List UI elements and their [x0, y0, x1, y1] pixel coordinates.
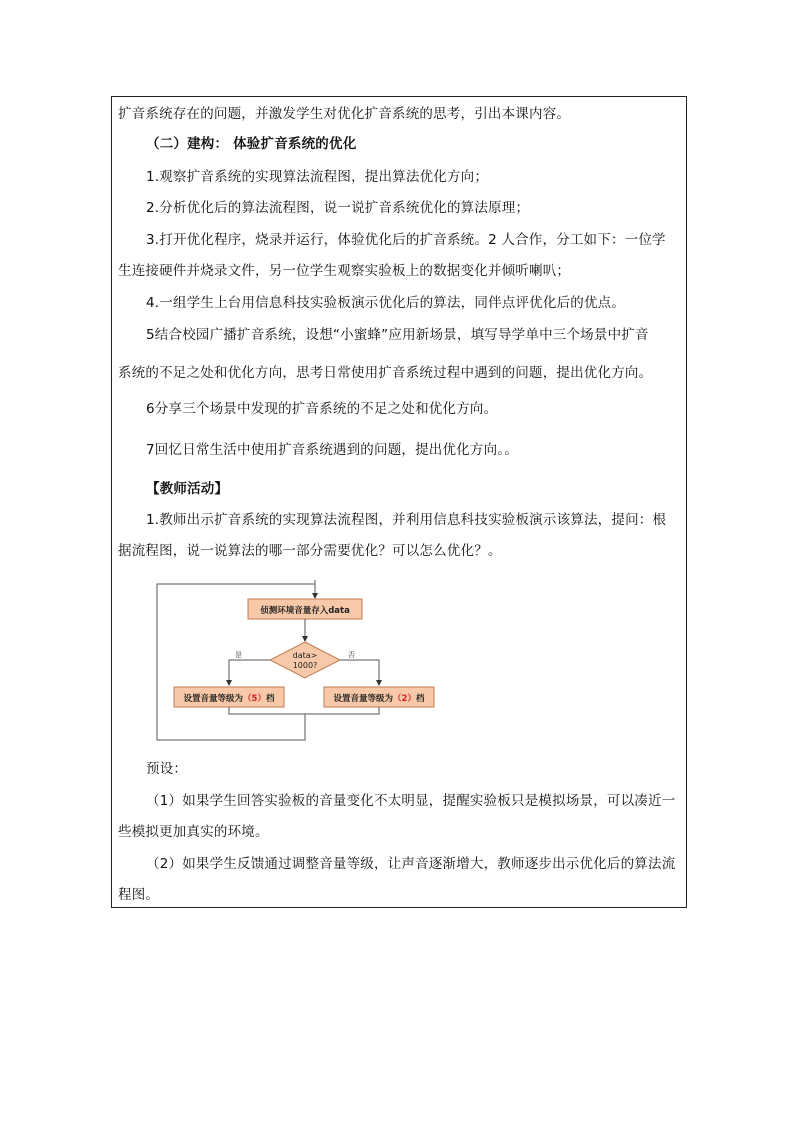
step-4: 4.一组学生上台用信息科技实验板演示优化后的算法，同伴点评优化后的优点。	[146, 295, 626, 311]
decision-text-line-1: data>	[292, 651, 318, 660]
step-1: 1.观察扩音系统的实现算法流程图，提出算法优化方向；	[146, 169, 489, 185]
yes-branch-arrow	[229, 660, 270, 685]
preset-2-line-2: 程图。	[118, 887, 160, 903]
step-3-line-1: 3.打开优化程序，烧录并运行，体验优化后的扩音系统。2 人合作，分工如下：一位学	[146, 232, 666, 248]
teacher-step-1-line-1: 1.教师出示扩音系统的实现算法流程图，并利用信息科技实验板演示该算法，提问：根	[146, 512, 667, 528]
step-6: 6分享三个场景中发现的扩音系统的不足之处和优化方向。	[146, 401, 498, 417]
paragraph-intro-end: 扩音系统存在的问题，并激发学生对优化扩音系统的思考，引出本课内容。	[118, 106, 571, 122]
merge-line	[229, 707, 379, 714]
set-level-5-text: 设置音量等级为（5）档	[183, 694, 275, 704]
step-3-line-2: 生连接硬件并烧录文件，另一位学生观察实验板上的数据变化并倾听喇叭；	[118, 263, 571, 279]
step-7: 7回忆日常生活中使用扩音系统遇到的问题，提出优化方向。。	[146, 442, 518, 458]
step-5-line-1: 5结合校园广播扩音系统，设想“小蜜蜂”应用新场景，填写导学单中三个场景中扩音	[146, 327, 649, 343]
preset-1-line-1: （1）如果学生回答实验板的音量变化不太明显，提醒实验板只是模拟场景，可以凑近一	[146, 793, 676, 809]
teacher-step-1-line-2: 据流程图，说一说算法的哪一部分需要优化？可以怎么优化？。	[118, 543, 502, 559]
step-2: 2.分析优化后的算法流程图，说一说扩音系统优化的算法原理；	[146, 200, 530, 216]
no-label: 否	[348, 651, 355, 659]
no-branch-arrow	[340, 660, 379, 685]
algorithm-flowchart	[150, 580, 450, 750]
step-5-line-2: 系统的不足之处和优化方向，思考日常使用扩音系统过程中遇到的问题，提出优化方向。	[118, 365, 653, 381]
yes-label: 是	[235, 651, 242, 659]
preset-1-line-2: 些模拟更加真实的环境。	[118, 824, 269, 840]
teacher-activity-heading: 【教师活动】	[146, 481, 229, 497]
process-label: 侦测环境音量存入data	[260, 606, 350, 616]
preset-heading: 预设：	[146, 761, 188, 777]
section-heading-build: （二）建构： 体验扩音系统的优化	[146, 136, 357, 152]
content-frame	[111, 96, 687, 908]
decision-diamond	[270, 642, 340, 678]
set-level-2-text: 设置音量等级为（2）档	[333, 694, 425, 704]
preset-2-line-1: （2）如果学生反馈通过调整音量等级，让声音逐渐增大，教师逐步出示优化后的算法流	[146, 856, 676, 872]
decision-text-line-2: 1000?	[292, 661, 318, 670]
